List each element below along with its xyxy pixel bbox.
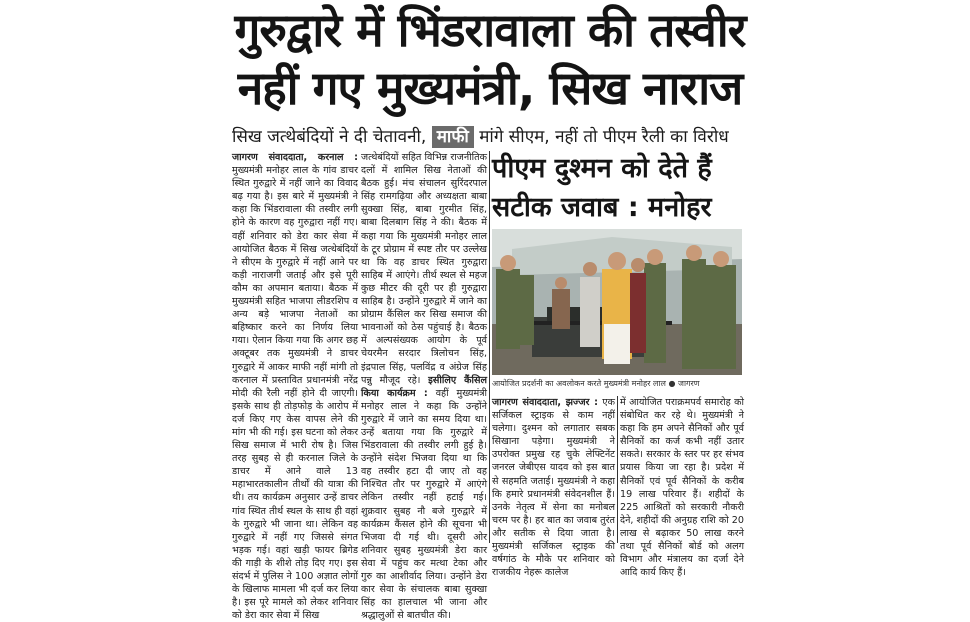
side-column-divider <box>617 396 618 543</box>
main-story-text-3: वहीं मुख्यमंत्री मनोहर लाल ने कहा कि उन्होंने गुरुद्वारे में जाने का समय दिया था। उन्हें बताया गया कि गुरुद्वारे में भिंडरावाला की तस्वीर लगी हुई है। उन्होंने संदेश भिजवा दिया था कि वह तस्वीर हटा दी जाए तो वह निश्चित तौर पर गुरुद्वारे में आएंगे लेकिन तस्वीर नहीं हटाई गई। शुक्रवार सुबह नौ बजे गुरुद्वारे में कार्यक्रम कैंसल होने की सूचना भी भिजवा दी गई थी। दूसरी ओर शनिवार सुबह मुख्यमंत्री डेरा कार सेवा में पहुंच कर मत्था टेका और गुरु का आशीर्वाद लिया। उन्होंने डेरा कार सेवा के संचालक बाबा सुक्खा सिंह का हालचाल भी जाना और श्रद्धालुओं से बातचीत की। <box>361 387 487 622</box>
side-headline-line-2: सटीक जवाब : मनोहर <box>492 192 712 223</box>
main-story-column-1 <box>232 151 358 622</box>
subheadline-after: मांगे सीएम, नहीं तो पीएम रैली का विरोध <box>479 127 729 147</box>
main-story-subhead: इसीलिए कैंसिल किया कार्यक्रम : <box>361 374 487 399</box>
main-story-dateline: जागरण संवाददाता, करनाल : <box>232 152 358 163</box>
side-story-dateline: जागरण संवाददाता, झज्जर : <box>492 397 598 408</box>
photo-caption: आयोजित प्रदर्शनी का अवलोकन करते मुख्यमंत्री मनोहर लाल ● जागरण <box>492 379 700 388</box>
headline-line-1: गुरुद्वारे में भिंडरावाला की तस्वीर <box>234 3 746 57</box>
column-divider <box>489 151 490 543</box>
subheadline-before: सिख जत्थेबंदियों ने दी चेतावनी, <box>232 127 427 147</box>
news-photo <box>492 229 742 375</box>
subheadline <box>232 123 752 151</box>
side-story-column-1 <box>492 396 615 579</box>
main-story-column-2 <box>361 151 487 622</box>
side-headline-line-1: पीएम दुश्मन को देते हैं <box>492 153 712 184</box>
headline-line-2: नहीं गए मुख्यमंत्री, सिख नाराज <box>237 61 743 115</box>
side-story-text-2: में आयोजित पराक्रमपर्व समारोह को संबोधित कर रहे थे। मुख्यमंत्री ने कहा कि हम अपने सैनिकों और पूर्व सैनिकों का कर्ज कभी नहीं उतार सकते। सरकार के स्तर पर हर संभव प्रयास किया जा रहा है। प्रदेश में सैनिकों एवं पूर्व सैनिकों के करीब 19 लाख परिवार हैं। शहीदों के 225 आश्रितों को सरकारी नौकरी देने, शहीदों की अनुग्रह राशि को 20 लाख से बढ़ाकर 50 लाख करने तथा पूर्व सैनिकों बोर्ड को अलग विभाग और मंत्रालय का दर्जा देने आदि कार्य किए हैं। <box>620 397 744 579</box>
main-story-text-2: जत्थेबंदियों सहित विभिन्न राजनीतिक दलों में शामिल सिख नेताओं की बैठक हुई। मंच संचालन सुरिंदरपाल सिंह रामगढ़िया और अध्यक्षता बाबा सुक्खा सिंह, बाबा गुरमीत सिंह, बाबा दिलबाग सिंह ने की। बैठक में कहा गया कि मुख्यमंत्री मनोहर लाल के टूर प्रोग्राम में स्पष्ट तौर पर उल्लेख था कि वह डाचर स्थित गुरुद्वारा साहिब में आएंगे। तीर्थ स्थल से महज कुछ मीटर की दूरी पर ही गुरुद्वारा साहिब है। उन्होंने गुरुद्वारे में जाने का प्रोग्राम कैंसिल कर सिख समाज की भावनाओं को ठेस पहुंचाई है। बैठक में अल्पसंख्यक आयोग के पूर्व चेयरमैन सरदार त्रिलोचन सिंह, इंद्रपाल सिंह, पलविंद्र व अंग्रेज सिंह पन्नु मौजूद रहे। <box>361 152 487 386</box>
side-story-column-2 <box>620 396 744 579</box>
side-story-text-1: एक सर्जिकल स्ट्राइक से काम नहीं चलेगा। दुश्मन को लगातार सबक सिखाना पड़ेगा। मुख्यमंत्री ने उपरोक्त प्रमुख रह चुके लेफ्टिनेंट जनरल जेबीएस यादव को इस बात से सहमति जताई। मुख्यमंत्री ने कहा कि हमारे प्रधानमंत्री संवेदनशील हैं। उनके नेतृत्व में सेना का मनोबल चरम पर है। हर बात का जवाब तुरंत और सतीक से दिया जाता है। मुख्यमंत्री सर्जिकल स्ट्राइक की वर्षगांठ के मौके पर शनिवार को राजकीय नेहरू कालेज <box>492 397 615 579</box>
subheadline-badge: माफी <box>432 126 474 148</box>
main-story-text-1: मुख्यमंत्री मनोहर लाल के गांव डाचर स्थित गुरुद्वारे में नहीं जाने का विवाद बढ़ गया है। इस बारे में मुख्यमंत्री ने कहा कि भिंडरावाला की तस्वीर लगी होने के कारण वह गुरुद्वारा नहीं गए। वहीं शनिवार को डेरा कार सेवा में आयोजित बैठक में सिख जत्थेबंदियों ने सीएम के गुरुद्वारे में नहीं आने पर कड़ी नाराजगी जताई और इसे पूरी कौम का अपमान बताया। बैठक में मुख्यमंत्री सहित भाजपा लीडरशिप व अन्य बड़े भाजपा नेताओं का बहिष्कार करने का निर्णय लिया गया। ऐलान किया गया कि अगर छह अक्टूबर तक मुख्यमंत्री ने डाचर गुरुद्वारे में आकर माफी नहीं मांगी तो करनाल में प्रस्तावित प्रधानमंत्री नरेंद्र मोदी की रैली नहीं होने दी जाएगी। इसके साथ ही तोड़फोड़ के आरोप में दर्ज किए गए केस वापस लेने की मांग भी की गई। इस घटना को लेकर सिख समाज में भारी रोष है। जिस तरह सुबह से ही करनाल जिले के डाचर में आने वाले 13 महाभारतकालीन तीर्थों की यात्रा की थी। तय कार्यक्रम अनुसार उन्हें डाचर गांव स्थित तीर्थ स्थल के साथ ही वहां के गुरुद्वारे भी जाना था। लेकिन वह गुरुद्वारे में नहीं गए जिससे संगत भड़क गई। वहां खड़ी फायर ब्रिगेड की गाड़ी के शीशे तोड़ दिए गए। इस संदर्भ में पुलिस ने 100 अज्ञात लोगों के खिलाफ मामला भी दर्ज कर लिया है। इस पूरे मामले को लेकर शनिवार को डेरा कार सेवा में सिख <box>232 165 358 622</box>
